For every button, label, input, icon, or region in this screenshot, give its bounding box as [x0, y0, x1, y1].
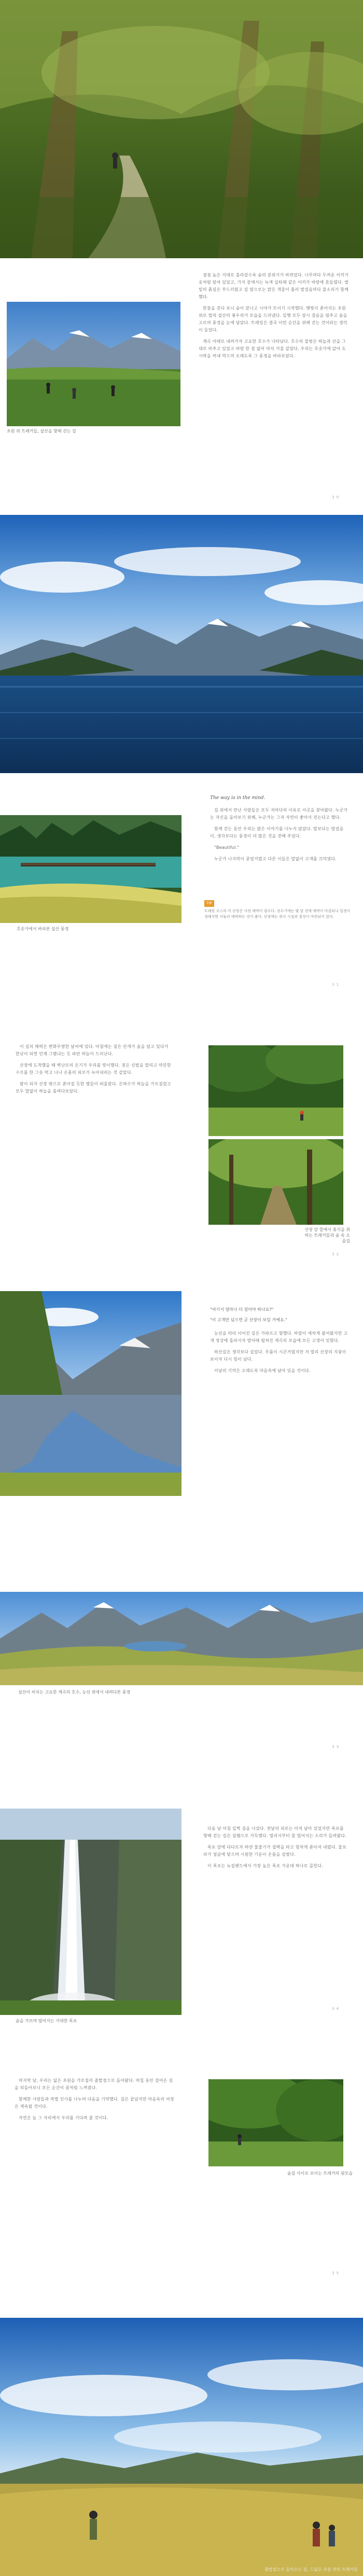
section2-paragraph: 누군가 나지막이 중얼거렸고 다른 이들은 말없이 고개를 끄덕였다.	[214, 857, 337, 861]
section2-quote: The way is in the mind.	[210, 795, 266, 801]
page-number: 3 5	[332, 2271, 340, 2275]
meadow-trekkers-photo	[7, 302, 180, 426]
grassland-caption: 출발점으로 돌아오는 길, 드넓은 초원 위의 트레커들	[264, 2567, 358, 2572]
reflection-lake-photo	[0, 1291, 182, 1496]
forest-walker-caption: 숲길 사이로 보이는 트레커의 뒷모습	[287, 2171, 353, 2176]
waterfall-caption: 숲을 가르며 떨어지는 거대한 폭포	[16, 2019, 77, 2023]
section5-body	[203, 1825, 348, 1874]
section3-body	[16, 1043, 171, 1099]
forest-trail-photo	[208, 1139, 343, 1225]
section1-body	[199, 272, 349, 364]
section6-paragraph: 자연은 늘 그 자리에서 우리를 기다려 줄 것이다.	[19, 2116, 108, 2120]
section5-paragraph: 폭포 앞에 다다르자 하얀 물줄기가 절벽을 타고 힘차게 쏟아져 내렸다. 물보라가 얼굴에 닿으며 시원한 기운이 온몸을 감쌌다.	[203, 1845, 347, 1857]
tip-note-text: 트레킹 코스의 각 산장은 사전 예약이 필수다. 성수기에는 몇 달 전에 예약이 마감되니 일정이 정해지면 서둘러 예약하는 것이 좋다. 산장에는 취사 시설과 침상이 마련되어 있다.	[204, 909, 351, 919]
section3-paragraph: 밤이 되자 산장 밖으로 쏟아질 듯한 별들이 떠올랐다. 은하수가 하늘을 가로질렀고 모두 말없이 하늘을 올려다보았다.	[16, 1082, 171, 1094]
grassland-trekkers-photo	[0, 2318, 363, 2576]
section1-paragraph: 한참을 걷다 보니 숲이 끝나고 시야가 트이기 시작했다. 햇빛이 쏟아지는 초원 위로 멀리 설산의 봉우리가 모습을 드러냈다. 일행 모두 잠시 걸음을 멈추고 숨을 고르며 풍경을 눈에 담았다. 트레킹은 결국 이런 순간을 위해 걷는 것이라는 생각이 들었다.	[199, 306, 347, 332]
section4-quote-1: "여기서 얼마나 더 걸어야 하나요?"	[210, 1307, 274, 1312]
page-number: 3 1	[332, 983, 340, 987]
tip-note	[204, 900, 352, 920]
section4-paragraph: 이날의 기억은 오래도록 마음속에 남아 있을 것이다.	[214, 1368, 311, 1373]
hut-lawn-photo	[208, 1045, 343, 1136]
forest-walker-photo	[208, 2079, 343, 2166]
waterfall-photo	[0, 1809, 182, 2015]
page-number: 3 2	[332, 1252, 340, 1256]
section3-paragraph: 이 길의 매력은 변화무쌍한 날씨에 있다. 아침에는 짙은 안개가 숲을 덮고 있다가 한낮이 되면 언제 그랬냐는 듯 파란 하늘이 드러난다.	[16, 1044, 169, 1056]
section1-paragraph: 계곡 아래로 내려가자 고요한 호수가 나타났다. 호수의 물빛은 하늘과 산을 그대로 비추고 있었고 바람 한 점 없어 마치 거울 같았다. 우리는 호숫가에 앉아 도시락을 꺼내 먹으며 오래도록 그 풍경을 바라보았다.	[199, 339, 346, 358]
section2-paragraph: 함께 걷는 동안 우리는 많은 이야기를 나누지 않았다. 말보다는 발걸음이, 생각보다는 풍경이 더 많은 것을 전해 주었다.	[210, 827, 344, 838]
section1-paragraph: 점점 높은 지대로 올라갈수록 숲의 분위기가 바뀌었다. 나무마다 두꺼운 이끼가 옷처럼 덮여 있었고, 가지 끝에서는 녹색 실타래 같은 이끼가 바람에 흔들렸다. 발밑의 흙길은 부드러웠고 길 옆으로는 맑은 개울이 흘러 발걸음마다 물소리가 함께했다.	[199, 273, 349, 299]
ridge-panorama-caption: 설산이 비치는 고요한 계곡의 호수, 능선 위에서 내려다본 풍경	[18, 1690, 131, 1695]
meadow-trekkers-caption: 초원 위 트레커들, 설산을 향해 걷는 길	[7, 429, 76, 433]
section4-quote-2: "이 고개만 넘으면 곧 산장이 보일 거예요."	[210, 1318, 287, 1322]
section3-paragraph: 산장에 도착했을 때 벽난로의 온기가 우리를 맞이했다. 젖은 신발을 말리고 따뜻한 수프를 한 그릇 먹고 나니 온몸의 피로가 녹아내리는 것 같았다.	[16, 1063, 171, 1075]
page-number: 3 3	[332, 1745, 340, 1749]
section2-paragraph: "Beautiful."	[214, 845, 240, 850]
bridge-lake-caption: 호숫가에서 바라본 설산 풍경	[17, 927, 69, 931]
hut-side-caption: 산장 앞 뜰에서 휴식을 취하는 트레커들과 숲 속 오솔길	[304, 1227, 350, 1243]
section5-paragraph: 이 폭포는 뉴질랜드에서 가장 높은 폭포 가운데 하나로 꼽힌다.	[207, 1864, 323, 1868]
section6-paragraph: 함께한 사람들과 작별 인사를 나누며 다음을 기약했다. 길은 끝났지만 마음속의 여정은 계속될 것이다.	[15, 2097, 174, 2109]
section4-body	[210, 1330, 349, 1379]
ridge-panorama-photo	[0, 1592, 363, 1685]
section2-paragraph: 길 위에서 만난 사람들은 모두 저마다의 이유로 이곳을 찾아왔다. 누군가는 자신을 돌아보기 위해, 누군가는 그저 자연이 좋아서 걷는다고 했다.	[210, 808, 348, 820]
section4-paragraph: 능선을 따라 이어진 길은 가파르고 험했다. 바람이 세차게 불어왔지만 고개 정상에 올라서자 발아래 펼쳐진 계곡의 모습에 모든 고생이 잊혔다.	[210, 1331, 348, 1343]
bridge-lake-photo	[0, 815, 182, 923]
tip-note-tag: TIP	[204, 900, 214, 907]
mossy-forest-photo	[0, 0, 363, 258]
page-number: 3 0	[332, 495, 340, 499]
section5-paragraph: 다음 날 아침 일찍 길을 나섰다. 전날의 피로는 아직 남아 있었지만 폭포를 향해 걷는 길은 설렘으로 가득했다. 멀리서부터 물 떨어지는 소리가 들려왔다.	[203, 1826, 346, 1838]
page-number: 3 4	[332, 2007, 340, 2011]
lake-panorama-photo	[0, 515, 363, 773]
section4-paragraph: 하산길은 생각보다 길었다. 무릎이 시큰거렸지만 저 멀리 산장의 지붕이 보이자 다시 힘이 났다.	[210, 1350, 346, 1362]
section6-body	[15, 2077, 175, 2126]
section2-body	[210, 807, 349, 867]
section6-paragraph: 마지막 날, 우리는 넓은 초원을 가로질러 출발점으로 돌아왔다. 며칠 동안 걸어온 길을 되돌아보니 모든 순간이 꿈처럼 느껴졌다.	[15, 2078, 173, 2090]
